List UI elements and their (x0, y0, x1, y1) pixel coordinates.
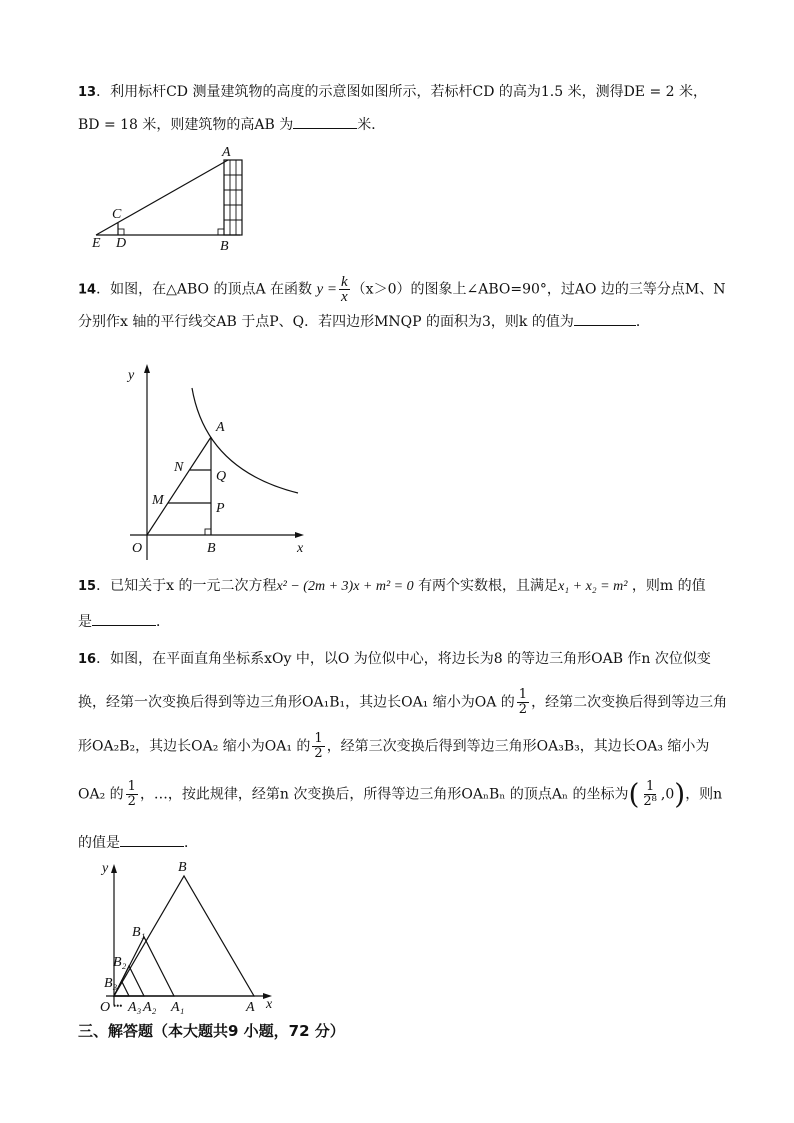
q16-coord-den: 2⁸ (643, 794, 657, 809)
q16-label-B3: B₃ (104, 976, 118, 991)
q16-half-den-2: 2 (314, 746, 323, 761)
q13-label-E: E (92, 236, 101, 251)
q13-line1 (78, 82, 707, 103)
q14-line1 (78, 275, 726, 304)
q13-line2 (78, 114, 385, 135)
q16-text2a: 换，经第一次变换后得到等边三角形OA₁B₁，其边长OA₁ 缩小为OA 的 (78, 694, 515, 711)
q14-label-B: B (207, 541, 216, 556)
q16-half-den-3: 2 (127, 794, 136, 809)
q16-line1 (78, 649, 711, 670)
q16-label-dots: ••• (113, 1001, 123, 1011)
q16-half-num-1: 1 (518, 687, 528, 702)
q14-text2b: ． (635, 314, 650, 330)
q14-func-denominator: x (341, 289, 348, 305)
q15-condition: x₁ + x₂ = m² (558, 579, 628, 594)
q13-answer-blank[interactable] (293, 114, 357, 129)
q16-half-den-1: 2 (518, 702, 528, 717)
q16-text4a: OA₂ 的 (78, 786, 124, 803)
q14-text1b: （x＞0）的图象上∠ABO=90°，过AO 边的三等分点M、N (351, 281, 726, 298)
q13-label-B: B (220, 239, 229, 254)
q14-func-lhs: y = (316, 281, 337, 298)
q16-label-B2: B₂ (113, 955, 127, 970)
q15-text1c: ，则m 的值 (631, 578, 706, 594)
q14-figure (110, 360, 330, 560)
q14-line2 (78, 311, 650, 332)
q16-line2 (78, 688, 727, 717)
q15-text1b: 有两个实数根，且满足 (418, 578, 559, 594)
section-3-heading: 三、解答题（本大题共9 小题，72 分） (78, 1022, 345, 1040)
q16-coord-fraction (641, 780, 658, 809)
q15-equation: x² − (2m + 3)x + m² = 0 (276, 579, 414, 594)
q13-number: 13 (78, 85, 97, 100)
q16-line4 (78, 777, 723, 811)
q13-text1: ．利用标杆CD 测量建筑物的高度的示意图如图所示，若标杆CD 的高为1.5 米，测得DE = 2 米， (96, 84, 708, 100)
q16-line5 (78, 832, 198, 853)
q14-label-x: x (297, 541, 304, 556)
q16-figure (86, 855, 286, 1017)
q14-label-y: y (128, 368, 135, 383)
q14-text1a: ．如图，在△ABO 的顶点A 在函数 (96, 281, 313, 298)
q16-label-A1: A₁ (171, 1000, 185, 1015)
q16-text4c: ，则n (685, 786, 723, 803)
q16-answer-blank[interactable] (120, 832, 184, 847)
q16-half-fraction-2 (312, 732, 324, 761)
q16-text2b: ，经第二次变换后得到等边三角 (531, 694, 728, 711)
q16-half-fraction-3 (126, 780, 138, 809)
q16-text1: ．如图，在平面直角坐标系xOy 中，以O 为位似中心，将边长为8 的等边三角形OAB 作n 次位似变 (96, 651, 711, 667)
q13-label-D: D (116, 236, 127, 251)
q13-text2b: 米． (357, 117, 386, 133)
q13-label-C: C (112, 207, 122, 222)
q16-label-O: O (100, 1000, 111, 1015)
q16-coord-open-paren: ( (628, 777, 640, 811)
q15-text1a: ．已知关于x 的一元二次方程 (96, 578, 277, 594)
q16-coord-close-paren: ) (674, 777, 686, 811)
q16-text5a: 的值是 (78, 835, 120, 851)
q15-text2b: ． (156, 614, 170, 630)
q14-text2a: 分别作x 轴的平行线交AB 于点P、Q．若四边形MNQP 的面积为3，则k 的值为 (78, 314, 574, 330)
q14-label-A: A (216, 420, 225, 435)
q16-half-num-2: 1 (314, 731, 323, 746)
q16-half-num-3: 1 (127, 779, 136, 794)
q16-label-y: y (102, 861, 109, 876)
q15-answer-blank[interactable] (92, 611, 156, 626)
q16-text3a: 形OA₂B₂，其边长OA₂ 缩小为OA₁ 的 (78, 738, 311, 755)
q14-label-P: P (216, 501, 225, 516)
q13-text2a: BD = 18 米，则建筑物的高AB 为 (78, 117, 294, 133)
q15-line1 (78, 576, 706, 597)
q16-text3b: ，经第三次变换后得到等边三角形OA₃B₃，其边长OA₃ 缩小为 (326, 738, 710, 755)
q16-text5b: ． (184, 835, 198, 851)
q14-label-N: N (174, 460, 184, 475)
q14-answer-blank[interactable] (574, 311, 636, 326)
q16-coord-y: ,0 (660, 786, 675, 803)
q16-label-A3: A₃ (128, 1000, 142, 1015)
q14-label-M: M (152, 493, 164, 508)
q16-text4b: ，…，按此规律，经第n 次变换后，所得等边三角形OAₙBₙ 的顶点Aₙ 的坐标为 (139, 786, 629, 803)
q15-text2a: 是 (78, 614, 92, 630)
q14-func-numerator: k (341, 274, 348, 290)
q16-label-B: B (178, 860, 187, 875)
q15-number: 15 (78, 579, 97, 594)
q16-label-A2: A₂ (143, 1000, 157, 1015)
q14-func-fraction (339, 275, 350, 304)
q16-half-fraction-1 (517, 688, 529, 717)
q14-number: 14 (78, 282, 97, 298)
q14-label-Q: Q (216, 469, 227, 484)
q16-label-B1: B₁ (132, 925, 146, 940)
q14-label-O: O (132, 541, 143, 556)
q13-figure (88, 146, 258, 258)
q16-label-x: x (266, 997, 273, 1012)
q16-number: 16 (78, 652, 97, 667)
q16-line3 (78, 732, 709, 761)
q16-coord-num: 1 (646, 779, 655, 794)
q16-label-A: A (246, 1000, 255, 1015)
q13-label-A: A (222, 145, 231, 160)
q15-line2 (78, 611, 170, 632)
